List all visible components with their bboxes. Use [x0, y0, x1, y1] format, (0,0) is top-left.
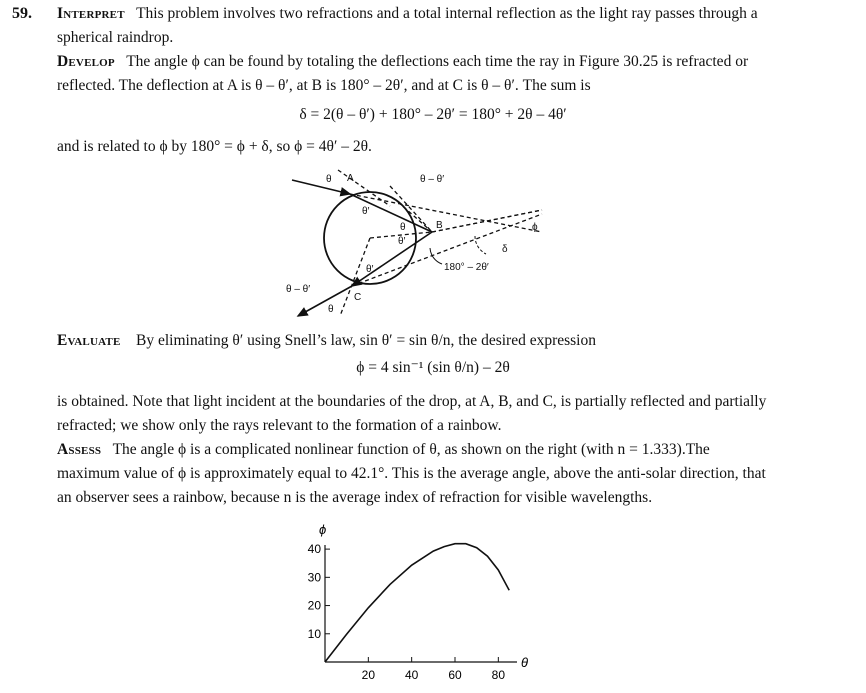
label-phi: ϕ — [532, 222, 538, 233]
label-180-minus-2theta-prime: 180° – 2θ′ — [444, 262, 489, 273]
raindrop-diagram — [280, 166, 570, 326]
assess-text-3: an observer sees a rainbow, because n is the average index of refraction for visible wavelengths. — [57, 489, 653, 506]
label-theta-c: θ — [328, 304, 334, 315]
develop-text-2: reflected. The deflection at A is θ – θ′, at B is 180° – 2θ′, and at C is θ – θ′. The sum is — [57, 77, 591, 94]
label-point-c: C — [354, 292, 362, 303]
y-tick-label: 30 — [307, 570, 321, 585]
interpret-paragraph-line-1 — [57, 5, 758, 23]
angle-arc-b — [430, 248, 442, 264]
evaluate-paragraph-line-1 — [57, 332, 596, 350]
label-theta-b: θ — [400, 222, 406, 233]
x-tick-label: 80 — [491, 668, 506, 682]
x-axis-label: θ — [521, 655, 529, 670]
y-tick-label: 40 — [307, 542, 321, 557]
assess-heading: Assess — [57, 441, 102, 458]
develop-text-1: The angle ϕ can be found by totaling the deflections each time the ray in Figure 30.25 is refracted or — [126, 53, 749, 70]
x-tick-label: 40 — [404, 668, 419, 682]
develop-text-3: and is related to ϕ by 180° = ϕ + δ, so ϕ = 4θ′ – 2θ. — [57, 138, 372, 155]
y-axis-label: ϕ — [319, 522, 327, 537]
assess-paragraph-line-1 — [57, 441, 710, 459]
develop-heading: Develop — [57, 53, 115, 70]
develop-paragraph-line-1 — [57, 53, 748, 71]
label-theta-minus-theta-prime-bottom: θ – θ′ — [286, 284, 311, 295]
assess-text-2: maximum value of ϕ is approximately equal to 42.1°. This is the average angle, above the anti-solar direction, that — [57, 465, 766, 482]
label-delta: δ — [502, 244, 508, 255]
x-tick-label: 20 — [361, 668, 376, 682]
phi-curve — [325, 544, 509, 662]
label-theta-prime-b: θ′ — [398, 236, 406, 247]
evaluate-text-2: is obtained. Note that light incident at the boundaries of the drop, at A, B, and C, is partially reflected and partially — [57, 393, 767, 410]
problem-number: 59. — [12, 5, 32, 22]
label-theta-minus-theta-prime-top: θ – θ′ — [420, 174, 445, 185]
label-theta-prime-c: θ′ — [366, 264, 374, 275]
label-theta-a: θ — [326, 174, 332, 185]
x-tick-label: 60 — [448, 668, 462, 682]
label-point-b: B — [436, 220, 443, 231]
evaluate-text-1: By eliminating θ′ using Snell’s law, sin θ′ = sin θ/n, the desired expression — [136, 332, 596, 349]
phi-vs-theta-chart — [290, 520, 540, 690]
y-tick-label: 10 — [307, 626, 321, 641]
label-point-a: A — [347, 173, 354, 184]
incoming-ray — [292, 180, 350, 194]
label-theta-prime-a: θ′ — [362, 206, 370, 217]
interpret-text-1: This problem involves two refractions and a total internal reflection as the light ray passes through a — [136, 5, 758, 22]
y-tick-label: 20 — [307, 598, 321, 613]
equation-delta: δ = 2(θ – θ′) + 180° – 2θ′ = 180° + 2θ – 4θ′ — [299, 106, 567, 123]
construction-lines — [338, 170, 542, 316]
evaluate-heading: Evaluate — [57, 332, 121, 349]
interpret-text-2: spherical raindrop. — [57, 29, 174, 46]
interpret-heading: Interpret — [57, 5, 125, 22]
equation-phi: ϕ = 4 sin⁻¹ (sin θ/n) – 2θ — [356, 359, 510, 376]
evaluate-text-3: refracted; we show only the rays relevant to the formation of a rainbow. — [57, 417, 502, 434]
assess-text-1: The angle ϕ is a complicated nonlinear function of θ, as shown on the right (with n = 1.333).The — [112, 441, 710, 458]
